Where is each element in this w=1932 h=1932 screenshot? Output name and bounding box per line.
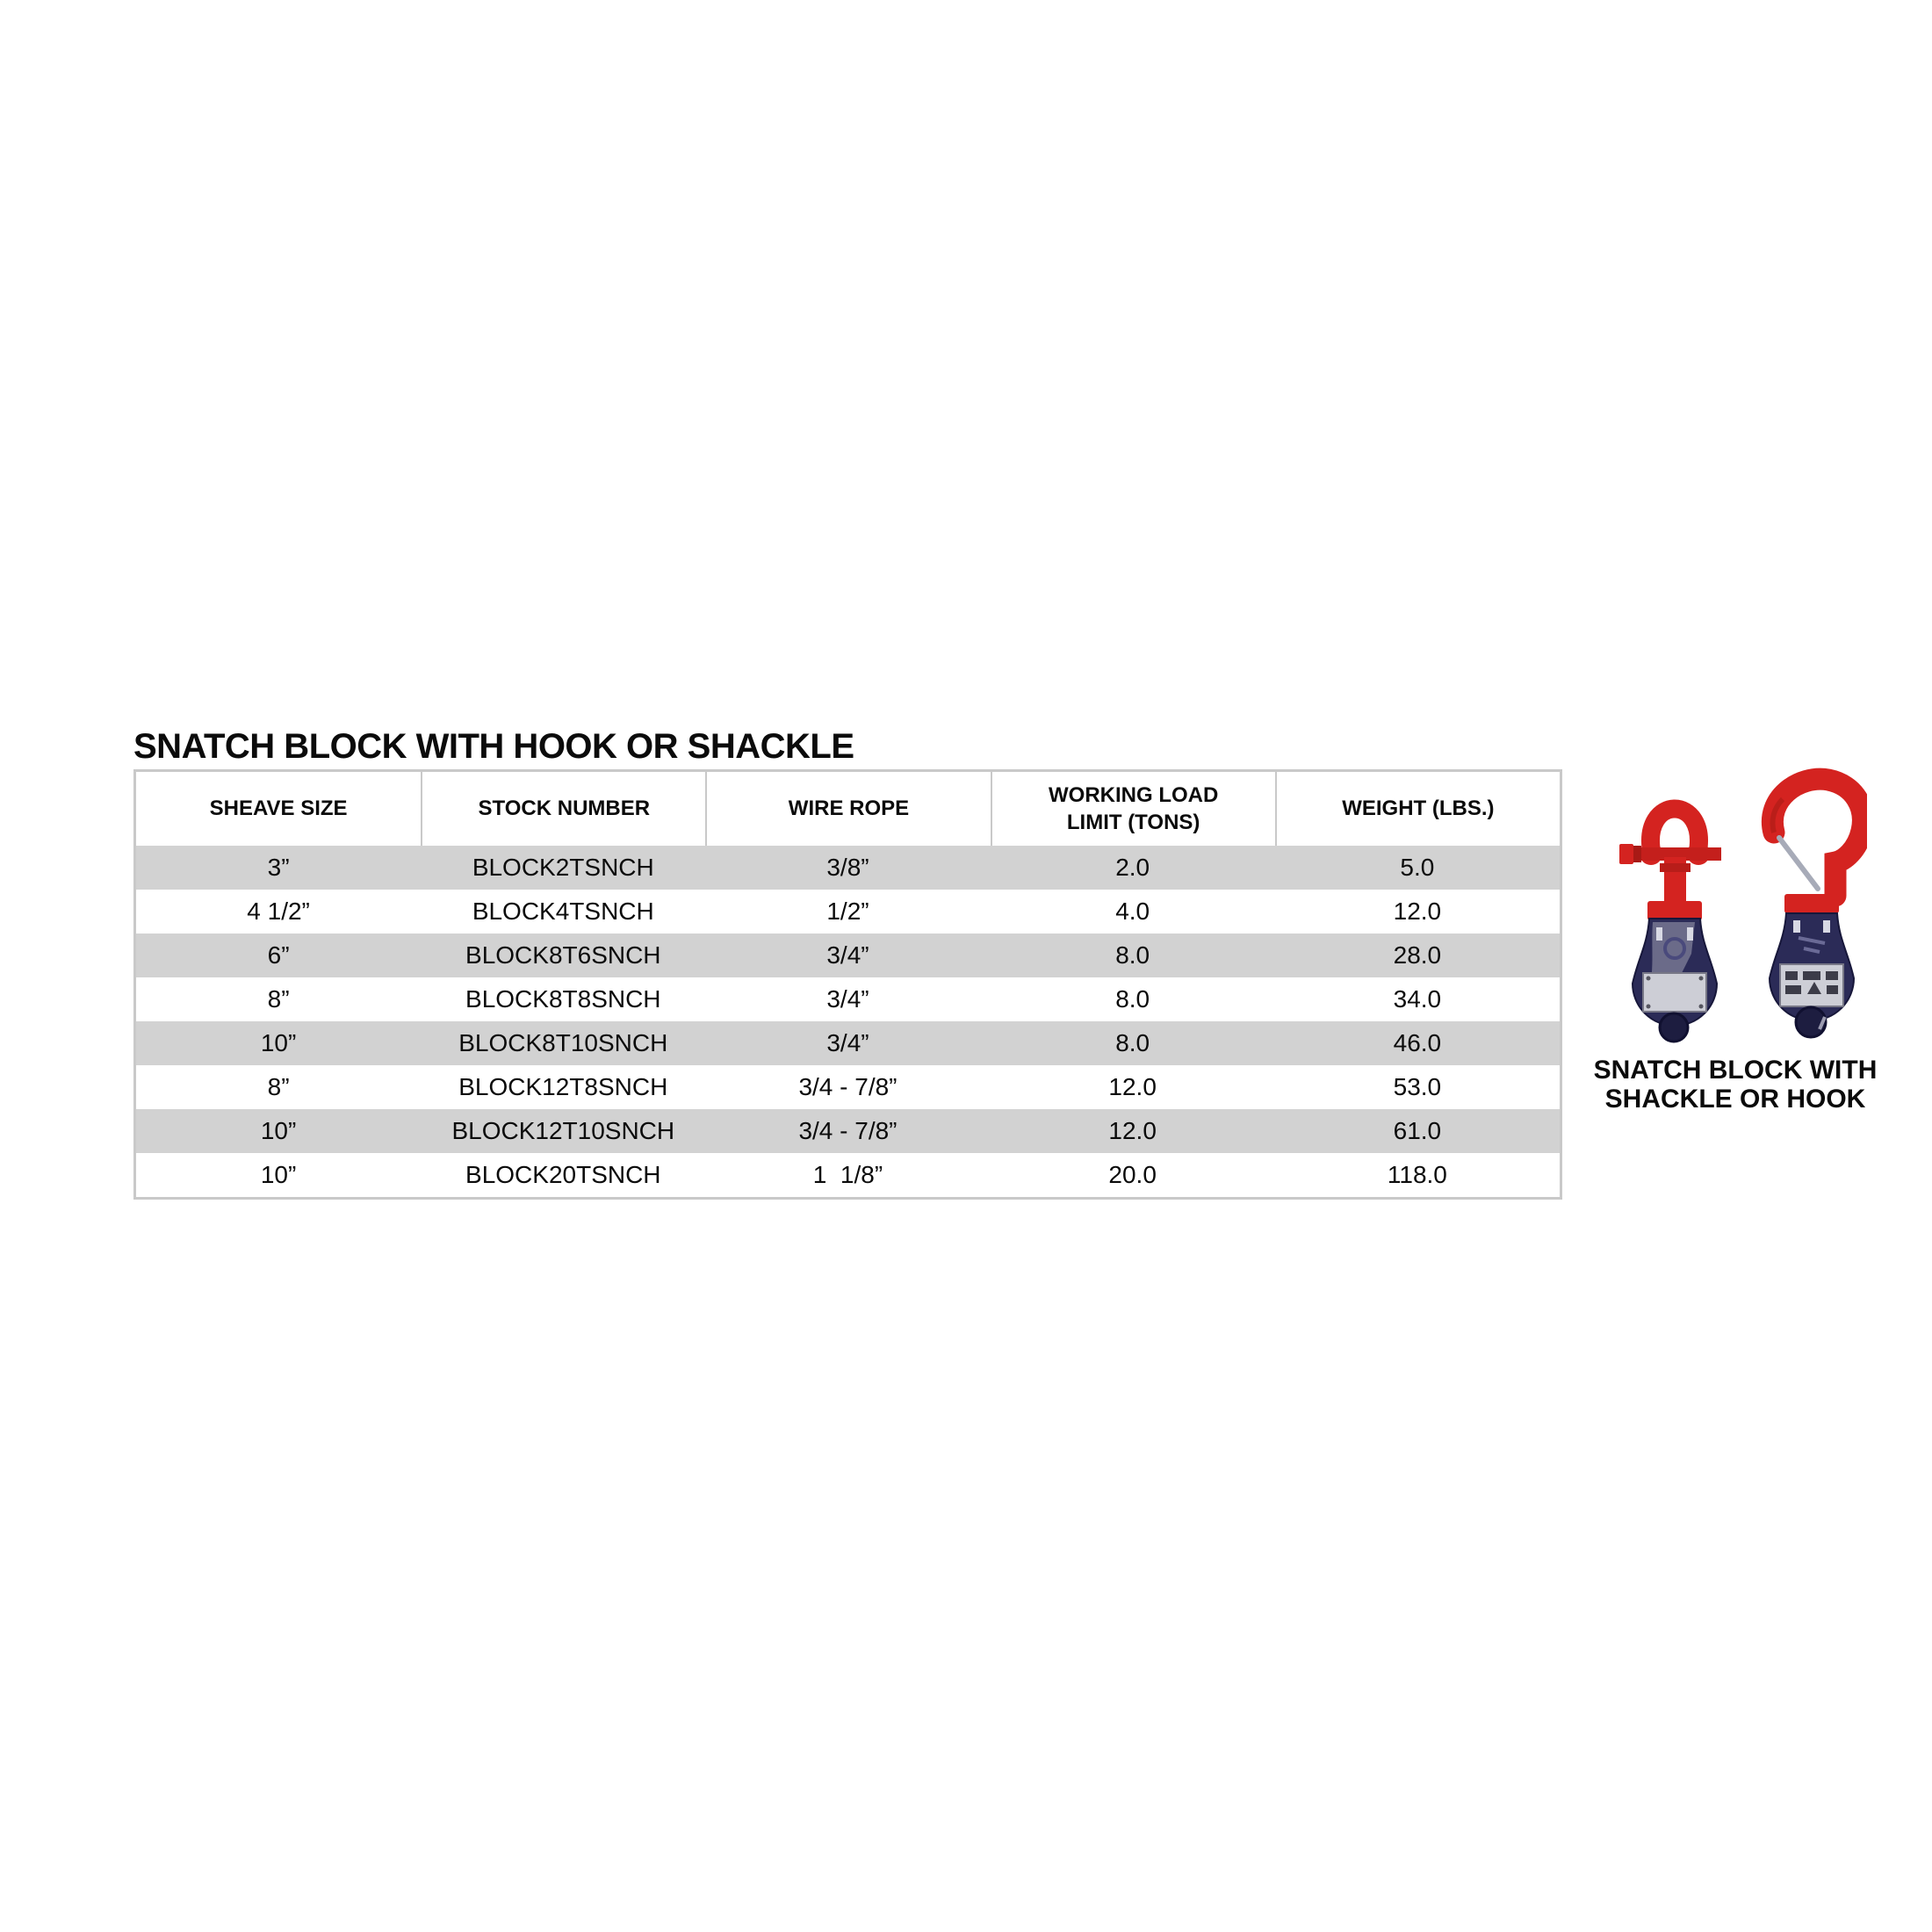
table-row	[136, 977, 1560, 1021]
nameplate	[1643, 973, 1706, 1012]
cell-wire-rope: 3/4”	[705, 1021, 990, 1065]
spec-table-container	[133, 769, 1562, 1200]
block-body	[1770, 894, 1854, 1037]
cell-stock-number: BLOCK8T6SNCH	[421, 934, 705, 977]
cell-weight: 118.0	[1275, 1153, 1560, 1197]
cell-working-load: 8.0	[991, 977, 1275, 1021]
table-row	[136, 890, 1560, 934]
block-body	[1633, 901, 1717, 1042]
cell-weight: 46.0	[1275, 1021, 1560, 1065]
col-header-working-load: WORKING LOAD LIMIT (TONS)	[991, 772, 1275, 846]
col-header-weight: WEIGHT (LBS.)	[1275, 772, 1560, 846]
cell-stock-number: BLOCK4TSNCH	[421, 890, 705, 934]
figure-caption-line1: SNATCH BLOCK WITH	[1593, 1056, 1878, 1085]
cell-stock-number: BLOCK12T8SNCH	[421, 1065, 705, 1109]
cell-wire-rope: 3/4”	[705, 977, 990, 1021]
cell-working-load: 12.0	[991, 1109, 1275, 1153]
table-row	[136, 934, 1560, 977]
spec-table-header	[136, 772, 1560, 846]
table-row	[136, 1021, 1560, 1065]
table-row	[136, 1109, 1560, 1153]
cell-stock-number: BLOCK8T8SNCH	[421, 977, 705, 1021]
page-title: SNATCH BLOCK WITH HOOK OR SHACKLE	[133, 727, 854, 766]
table-row	[136, 1153, 1560, 1197]
hook-icon	[1772, 779, 1863, 896]
cell-sheave-size: 6”	[136, 934, 421, 977]
spec-table-body	[136, 846, 1560, 1197]
cell-sheave-size: 10”	[136, 1109, 421, 1153]
cell-working-load: 8.0	[991, 1021, 1275, 1065]
cell-weight: 34.0	[1275, 977, 1560, 1021]
figure-caption-line2: SHACKLE OR HOOK	[1604, 1085, 1866, 1114]
cell-wire-rope: 3/4 - 7/8”	[705, 1065, 990, 1109]
cell-sheave-size: 3”	[136, 846, 421, 890]
cell-stock-number: BLOCK8T10SNCH	[421, 1021, 705, 1065]
cell-wire-rope: 3/8”	[705, 846, 990, 890]
spec-table	[133, 769, 1562, 1200]
shackle-icon	[1619, 809, 1721, 906]
snatch-block-with-shackle-image	[1617, 773, 1733, 1049]
cell-stock-number: BLOCK12T10SNCH	[421, 1109, 705, 1153]
cell-sheave-size: 10”	[136, 1021, 421, 1065]
cell-working-load: 4.0	[991, 890, 1275, 934]
cell-working-load: 8.0	[991, 934, 1275, 977]
cell-wire-rope: 3/4”	[705, 934, 990, 977]
table-row	[136, 1065, 1560, 1109]
cell-weight: 53.0	[1275, 1065, 1560, 1109]
cell-weight: 5.0	[1275, 846, 1560, 890]
col-header-sheave-size: SHEAVE SIZE	[136, 772, 421, 846]
table-row	[136, 846, 1560, 890]
product-figure	[1570, 762, 1900, 1131]
cell-wire-rope: 3/4 - 7/8”	[705, 1109, 990, 1153]
cell-working-load: 20.0	[991, 1153, 1275, 1197]
cell-weight: 12.0	[1275, 890, 1560, 934]
cell-wire-rope: 1 1/8”	[705, 1153, 990, 1197]
snatch-block-with-hook-image	[1753, 764, 1867, 1049]
nameplate	[1780, 964, 1843, 1006]
cell-sheave-size: 10”	[136, 1153, 421, 1197]
figure-caption	[1570, 1056, 1900, 1114]
cell-working-load: 2.0	[991, 846, 1275, 890]
cell-sheave-size: 8”	[136, 977, 421, 1021]
col-header-wire-rope: WIRE ROPE	[705, 772, 990, 846]
cell-working-load: 12.0	[991, 1065, 1275, 1109]
cell-sheave-size: 8”	[136, 1065, 421, 1109]
header-row	[136, 772, 1560, 846]
col-header-stock-number: STOCK NUMBER	[421, 772, 705, 846]
cell-stock-number: BLOCK20TSNCH	[421, 1153, 705, 1197]
cell-stock-number: BLOCK2TSNCH	[421, 846, 705, 890]
cell-weight: 61.0	[1275, 1109, 1560, 1153]
cell-wire-rope: 1/2”	[705, 890, 990, 934]
cell-sheave-size: 4 1/2”	[136, 890, 421, 934]
cell-weight: 28.0	[1275, 934, 1560, 977]
